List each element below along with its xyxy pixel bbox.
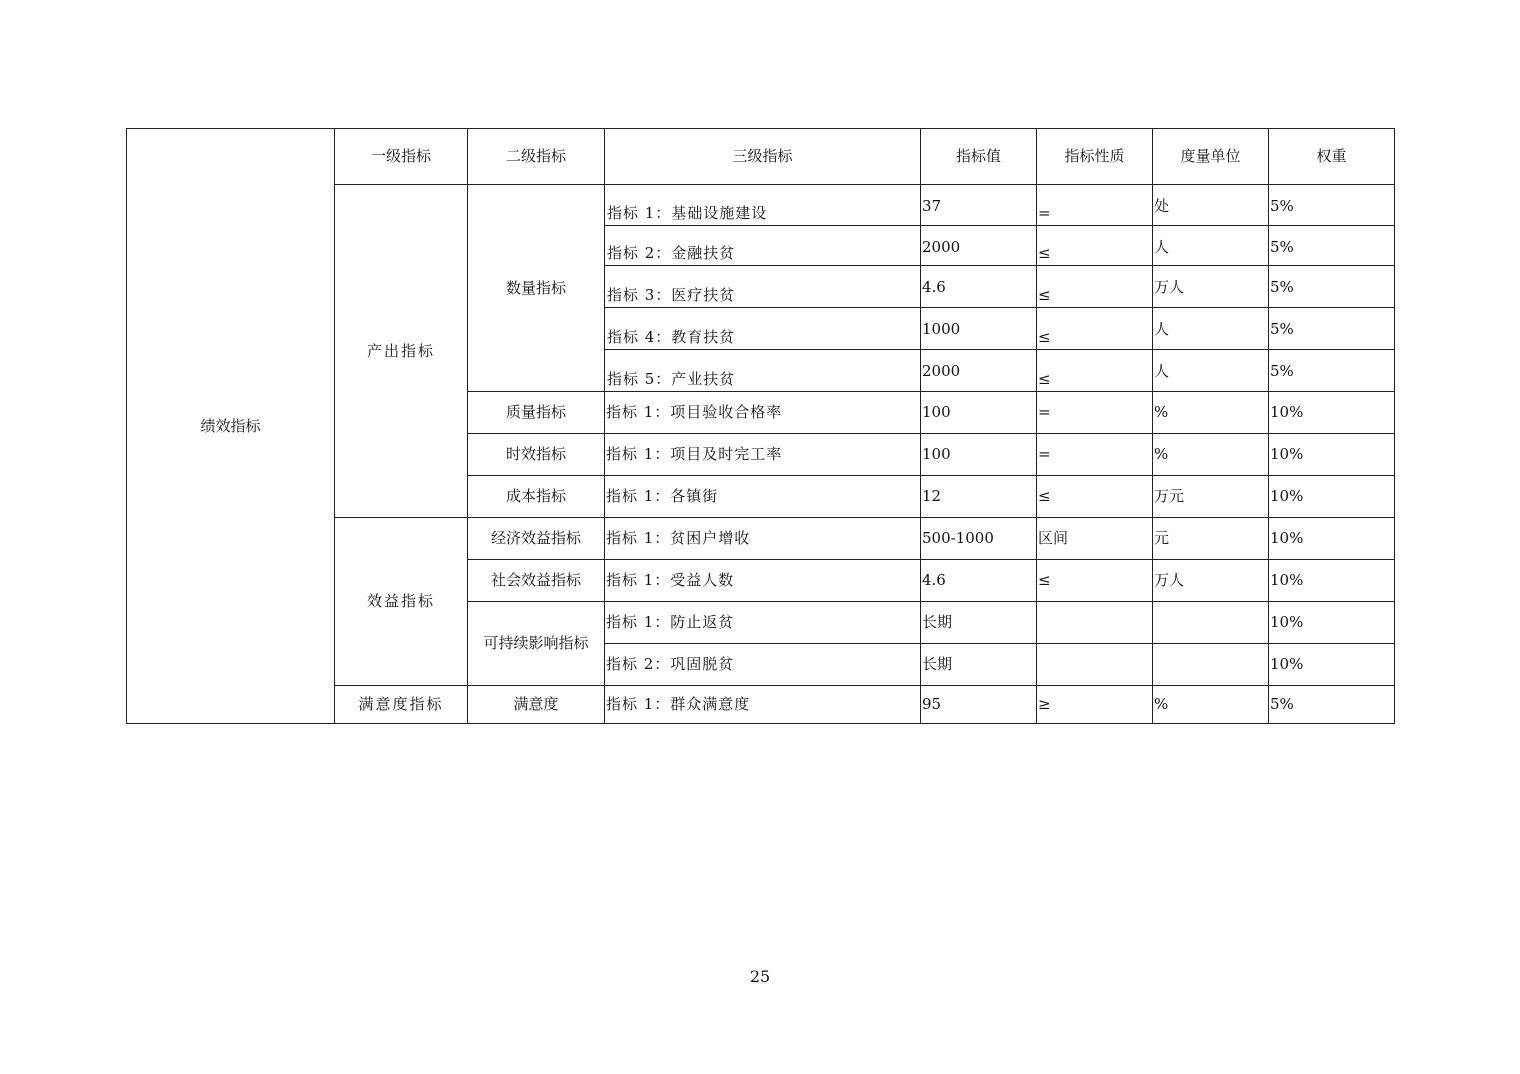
nature-cell: ≤ [1037,308,1153,350]
nature-cell: ≥ [1037,686,1153,724]
value-cell: 500-1000 [921,518,1037,560]
level2-economic: 经济效益指标 [468,518,605,560]
unit-cell: 人 [1153,350,1269,392]
unit-cell: 万元 [1153,476,1269,518]
value-cell: 37 [921,185,1037,226]
header-level3: 三级指标 [605,129,921,185]
level3-cell: 指标 1：各镇街 [605,476,921,518]
page-number: 25 [749,967,771,986]
category-cell: 绩效指标 [127,129,335,724]
weight-cell: 10% [1269,392,1395,434]
unit-cell [1153,644,1269,686]
level2-sustainable: 可持续影响指标 [468,602,605,686]
value-cell: 12 [921,476,1037,518]
weight-cell: 10% [1269,434,1395,476]
header-unit: 度量单位 [1153,129,1269,185]
weight-cell: 10% [1269,518,1395,560]
value-cell: 2000 [921,350,1037,392]
header-level1: 一级指标 [335,129,468,185]
weight-cell: 5% [1269,350,1395,392]
nature-cell: ≤ [1037,266,1153,308]
value-cell: 100 [921,392,1037,434]
level1-satisfaction: 满意度指标 [335,686,468,724]
weight-cell: 5% [1269,686,1395,724]
unit-cell: 人 [1153,226,1269,266]
nature-cell: ≤ [1037,226,1153,266]
level3-cell: 指标 5：产业扶贫 [605,350,921,392]
header-value: 指标值 [921,129,1037,185]
level3-cell: 指标 3：医疗扶贫 [605,266,921,308]
level2-social: 社会效益指标 [468,560,605,602]
nature-cell: = [1037,185,1153,226]
unit-cell: % [1153,686,1269,724]
value-cell: 1000 [921,308,1037,350]
level3-cell: 指标 1：贫困户增收 [605,518,921,560]
nature-cell: = [1037,392,1153,434]
level2-satisfaction: 满意度 [468,686,605,724]
level3-cell: 指标 2：巩固脱贫 [605,644,921,686]
unit-cell: 万人 [1153,560,1269,602]
weight-cell: 10% [1269,602,1395,644]
header-level2: 二级指标 [468,129,605,185]
value-cell: 100 [921,434,1037,476]
value-cell: 2000 [921,226,1037,266]
level2-quality: 质量指标 [468,392,605,434]
level3-cell: 指标 1：项目验收合格率 [605,392,921,434]
weight-cell: 10% [1269,644,1395,686]
weight-cell: 5% [1269,226,1395,266]
header-nature: 指标性质 [1037,129,1153,185]
value-cell: 4.6 [921,266,1037,308]
level2-quantity: 数量指标 [468,185,605,392]
nature-cell: = [1037,434,1153,476]
header-weight: 权重 [1269,129,1395,185]
nature-cell: ≤ [1037,350,1153,392]
level1-output: 产出指标 [335,185,468,518]
header-row [127,129,1395,185]
value-cell: 长期 [921,644,1037,686]
level3-cell: 指标 1：受益人数 [605,560,921,602]
nature-cell [1037,602,1153,644]
level3-cell: 指标 1：项目及时完工率 [605,434,921,476]
level2-cost: 成本指标 [468,476,605,518]
weight-cell: 10% [1269,560,1395,602]
unit-cell: 元 [1153,518,1269,560]
nature-cell: 区间 [1037,518,1153,560]
level2-timeliness: 时效指标 [468,434,605,476]
weight-cell: 5% [1269,308,1395,350]
performance-indicator-table [126,128,1395,724]
weight-cell: 5% [1269,266,1395,308]
level3-cell: 指标 2：金融扶贫 [605,226,921,266]
level3-cell: 指标 1：防止返贫 [605,602,921,644]
unit-cell: 人 [1153,308,1269,350]
level3-cell: 指标 1：群众满意度 [605,686,921,724]
nature-cell: ≤ [1037,476,1153,518]
unit-cell: 万人 [1153,266,1269,308]
unit-cell: % [1153,434,1269,476]
nature-cell [1037,644,1153,686]
unit-cell [1153,602,1269,644]
value-cell: 95 [921,686,1037,724]
weight-cell: 10% [1269,476,1395,518]
level3-cell: 指标 4：教育扶贫 [605,308,921,350]
weight-cell: 5% [1269,185,1395,226]
level1-benefit: 效益指标 [335,518,468,686]
unit-cell: % [1153,392,1269,434]
value-cell: 长期 [921,602,1037,644]
value-cell: 4.6 [921,560,1037,602]
level3-cell: 指标 1：基础设施建设 [605,185,921,226]
unit-cell: 处 [1153,185,1269,226]
nature-cell: ≤ [1037,560,1153,602]
